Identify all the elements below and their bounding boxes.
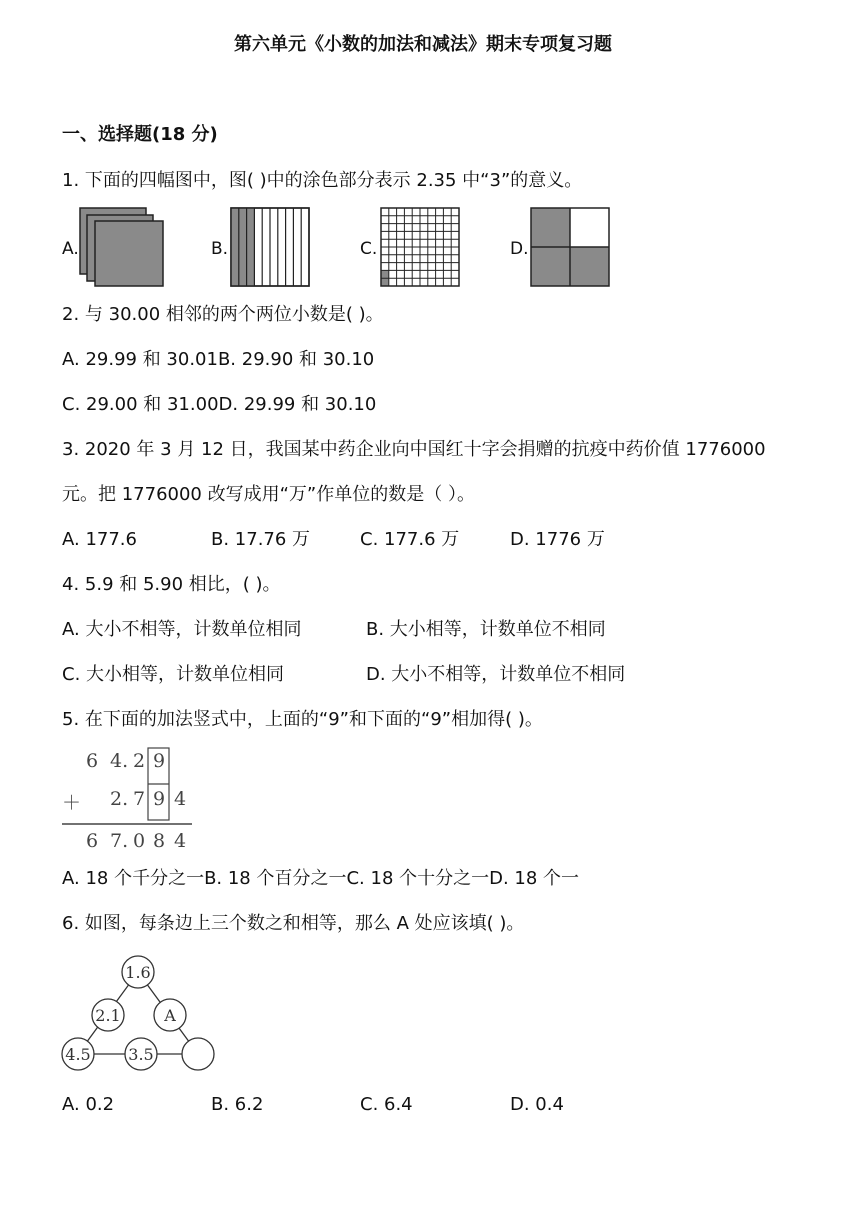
- digit: 8: [153, 830, 166, 852]
- digit: 2.: [110, 788, 129, 810]
- q4-option-d: D. 大小不相等，计数单位不相同: [366, 664, 626, 685]
- digit: 6: [86, 750, 99, 772]
- question-4-stem: 4. 5.9 和 5.90 相比，( )。: [62, 574, 281, 595]
- q1-figure-d-quarters: [530, 207, 610, 287]
- question-1-stem: 1. 下面的四幅图中，图( )中的涂色部分表示 2.35 中“3”的意义。: [62, 170, 583, 191]
- q6-option-c: C. 6.4: [360, 1094, 413, 1115]
- plus-sign: ＋: [62, 792, 82, 814]
- circle-value: 4.5: [65, 1045, 91, 1064]
- digit: 4: [174, 830, 187, 852]
- q1-option-b-label: B.: [211, 239, 229, 259]
- question-6-stem: 6. 如图，每条边上三个数之和相等，那么 A 处应该填( )。: [62, 913, 525, 934]
- circle-node: [182, 1038, 214, 1070]
- q5-options: A. 18 个千分之一B. 18 个百分之一C. 18 个十分之一D. 18 个一: [62, 868, 580, 889]
- q3-option-b: B. 17.76 万: [211, 529, 311, 550]
- circle-value: 3.5: [128, 1045, 154, 1064]
- circle-value: 1.6: [125, 963, 151, 982]
- q2-options-line-1: A. 29.99 和 30.01B. 29.90 和 30.10: [62, 349, 375, 370]
- q3-option-c: C. 177.6 万: [360, 529, 460, 550]
- digit: 7.: [110, 830, 129, 852]
- question-2-stem: 2. 与 30.00 相邻的两个两位小数是( )。: [62, 304, 384, 325]
- digit: 0: [133, 830, 146, 852]
- q3-option-a: A. 177.6: [62, 529, 137, 550]
- q6-option-b: B. 6.2: [211, 1094, 264, 1115]
- digit: 9: [153, 788, 166, 810]
- digit: 4: [174, 788, 187, 810]
- question-5-stem: 5. 在下面的加法竖式中，上面的“9”和下面的“9”相加得( )。: [62, 709, 543, 730]
- question-3-stem-line-2: 元。把 1776000 改写成用“万”作单位的数是（ ）。: [62, 484, 475, 505]
- digit: 9: [153, 750, 166, 772]
- digit: 2: [133, 750, 146, 772]
- triangle-circle-diagram: [60, 954, 220, 1076]
- q4-option-c: C. 大小相等，计数单位相同: [62, 664, 285, 685]
- q1-figure-b-tenths-strips: [230, 207, 310, 287]
- page-title: 第六单元《小数的加法和减法》期末专项复习题: [234, 34, 612, 55]
- section-heading: 一、选择题(18 分): [62, 124, 218, 145]
- q6-option-d: D. 0.4: [510, 1094, 564, 1115]
- circle-value: 2.1: [95, 1006, 121, 1025]
- q1-figure-c-hundredths-grid: [380, 207, 460, 287]
- q4-option-a: A. 大小不相等，计数单位相同: [62, 619, 302, 640]
- q2-options-line-2: C. 29.00 和 31.00D. 29.99 和 30.10: [62, 394, 377, 415]
- question-3-stem-line-1: 3. 2020 年 3 月 12 日，我国某中药企业向中国红十字会捐赠的抗疫中药价值 1776000: [62, 439, 766, 460]
- digit: 4.: [110, 750, 129, 772]
- digit: 6: [86, 830, 99, 852]
- q1-option-d-label: D.: [510, 239, 529, 259]
- digit: 7: [133, 788, 146, 810]
- q1-option-a-label: A.: [62, 239, 79, 259]
- q6-option-a: A. 0.2: [62, 1094, 115, 1115]
- q3-option-d: D. 1776 万: [510, 529, 605, 550]
- q1-option-c-label: C.: [360, 239, 378, 259]
- circle-value: A: [164, 1006, 176, 1025]
- q1-figure-a-stacked-squares: [78, 206, 168, 288]
- vertical-addition-lines: [62, 748, 202, 858]
- q4-option-b: B. 大小相等，计数单位不相同: [366, 619, 606, 640]
